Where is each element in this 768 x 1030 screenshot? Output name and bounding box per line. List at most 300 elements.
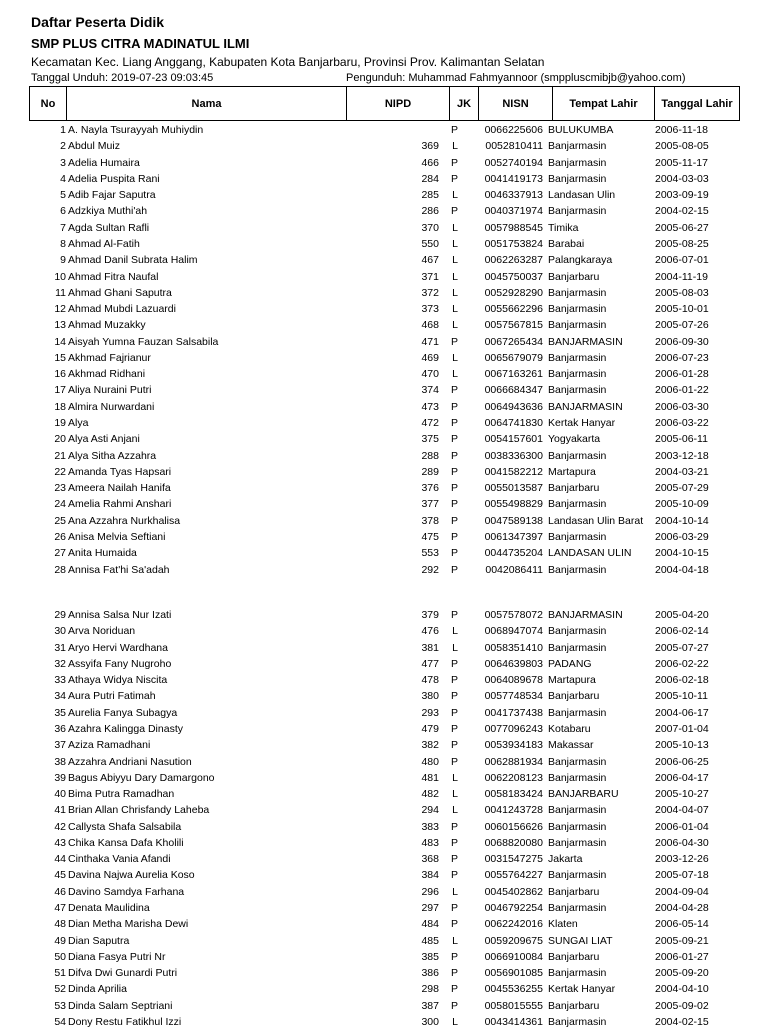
cell-nisn: 0068947074 — [484, 625, 543, 638]
cell-tempat: PADANG — [548, 657, 592, 670]
cell-jk: P — [450, 674, 458, 687]
cell-jk: L — [452, 934, 458, 947]
cell-tgl: 2007-01-04 — [655, 722, 709, 735]
column-header-no: No — [29, 86, 67, 121]
cell-nipd: 369 — [421, 140, 439, 153]
cell-nama: Amelia Rahmi Anshari — [68, 498, 172, 511]
cell-no: 42 — [54, 820, 66, 833]
cell-nisn: 0066225606 — [484, 124, 543, 136]
cell-tgl: 2004-03-21 — [655, 465, 709, 478]
cell-tgl: 2005-11-17 — [655, 156, 708, 169]
cell-nisn: 0058351410 — [484, 641, 543, 654]
table-row — [0, 496, 768, 512]
cell-jk: L — [452, 221, 458, 234]
cell-tempat: Landasan Ulin Barat — [548, 514, 644, 527]
cell-tgl: 2005-07-18 — [655, 869, 709, 882]
table-row — [0, 640, 768, 656]
cell-jk: L — [452, 140, 458, 153]
cell-tempat: Kotabaru — [548, 722, 591, 735]
cell-tgl: 2005-09-02 — [655, 999, 709, 1012]
cell-nisn: 0058015555 — [484, 999, 543, 1012]
table-row — [0, 155, 768, 171]
cell-nipd: 289 — [421, 465, 439, 478]
table-row — [0, 607, 768, 623]
cell-nama: Assyifa Fany Nugroho — [68, 657, 172, 670]
table-row — [0, 187, 768, 203]
cell-nama: Agda Sultan Rafli — [68, 221, 150, 234]
cell-tgl: 2004-10-14 — [655, 514, 709, 527]
table-row — [0, 770, 768, 786]
cell-nama: Callysta Shafa Salsabila — [68, 820, 182, 833]
cell-tgl: 2005-10-13 — [655, 739, 709, 752]
table-row — [0, 285, 768, 301]
cell-nipd: 294 — [421, 804, 439, 817]
cell-no: 38 — [54, 755, 66, 768]
cell-nipd: 376 — [421, 482, 439, 495]
cell-tgl: 2003-12-18 — [655, 449, 709, 462]
cell-no: 13 — [54, 319, 66, 332]
cell-tempat: Banjarmasin — [548, 140, 607, 153]
cell-nipd: 467 — [421, 254, 439, 267]
column-header-jk: JK — [449, 86, 479, 121]
table-row — [0, 203, 768, 219]
cell-no: 20 — [54, 433, 66, 446]
table-row — [0, 623, 768, 639]
cell-no: 52 — [54, 983, 66, 996]
cell-nipd: 384 — [421, 869, 439, 882]
cell-nama: Dinda Salam Septriani — [68, 999, 173, 1012]
cell-nisn: 0054157601 — [484, 433, 543, 446]
cell-nama: Adelia Humaira — [68, 156, 140, 169]
cell-nama: Adelia Puspita Rani — [68, 172, 160, 185]
cell-tempat: Banjarmasin — [548, 303, 607, 316]
table-row — [0, 1014, 768, 1030]
cell-jk: L — [452, 625, 458, 638]
table-row — [0, 464, 768, 480]
cell-tgl: 2005-10-27 — [655, 788, 709, 801]
cell-tgl: 2006-01-04 — [655, 820, 709, 833]
cell-tgl: 2005-08-25 — [655, 237, 709, 250]
column-header-tanggal-lahir: Tanggal Lahir — [654, 86, 740, 121]
cell-tempat: SUNGAI LIAT — [548, 934, 613, 947]
cell-nipd: 477 — [421, 657, 439, 670]
cell-no: 53 — [54, 999, 66, 1012]
cell-no: 36 — [54, 722, 66, 735]
table-row — [0, 981, 768, 997]
cell-tempat: BANJARMASIN — [548, 335, 623, 348]
cell-no: 23 — [54, 482, 66, 495]
cell-no: 49 — [54, 934, 66, 947]
cell-tempat: Banjarmasin — [548, 449, 607, 462]
cell-tempat: Banjarmasin — [548, 531, 607, 543]
cell-tempat: Palangkaraya — [548, 254, 613, 267]
cell-nisn: 0046792254 — [484, 902, 543, 915]
cell-tempat: Banjarmasin — [548, 498, 607, 511]
cell-no: 47 — [54, 902, 66, 915]
cell-nisn: 0041582212 — [484, 465, 543, 478]
cell-nama: Aliya Nuraini Putri — [68, 384, 152, 397]
cell-nama: Bagus Abiyyu Dary Damargono — [68, 771, 215, 784]
cell-nisn: 0045402862 — [484, 885, 543, 898]
cell-nipd: 382 — [421, 739, 439, 752]
table-row — [0, 220, 768, 236]
cell-nama: Anisa Melvia Seftiani — [68, 531, 166, 543]
table-row — [0, 949, 768, 965]
cell-nisn: 0041737438 — [484, 706, 543, 719]
cell-tempat: Klaten — [548, 918, 578, 931]
cell-nama: Ahmad Al-Fatih — [68, 237, 140, 250]
cell-tgl: 2005-10-09 — [655, 498, 709, 511]
cell-tgl: 2005-10-01 — [655, 303, 709, 316]
cell-nipd: 297 — [421, 902, 439, 915]
cell-tempat: Kertak Hanyar — [548, 983, 616, 996]
cell-nipd: 372 — [421, 286, 439, 299]
cell-nisn: 0067163261 — [484, 368, 543, 381]
cell-no: 48 — [54, 918, 66, 931]
cell-jk: L — [452, 804, 458, 817]
cell-no: 2 — [60, 140, 66, 153]
cell-nisn: 0055498829 — [484, 498, 543, 511]
cell-jk: P — [450, 950, 458, 963]
cell-tempat: Banjarbaru — [548, 482, 600, 495]
cell-nisn: 0047589138 — [484, 514, 543, 527]
cell-tempat: Banjarbaru — [548, 885, 600, 898]
cell-tempat: Banjarmasin — [548, 384, 607, 397]
cell-tgl: 2006-04-30 — [655, 836, 709, 849]
cell-nipd: 378 — [421, 514, 439, 527]
cell-nipd: 370 — [421, 221, 439, 234]
cell-tgl: 2006-04-17 — [655, 771, 709, 784]
cell-nama: Davina Najwa Aurelia Koso — [68, 869, 195, 882]
cell-tempat: Banjarbaru — [548, 950, 600, 963]
cell-jk: L — [452, 286, 458, 299]
cell-nipd: 476 — [421, 625, 439, 638]
cell-nama: Annisa Salsa Nur Izati — [68, 609, 172, 621]
cell-nisn: 0062881934 — [484, 755, 543, 768]
cell-nama: Azahra Kalingga Dinasty — [68, 722, 183, 735]
cell-tgl: 2006-01-27 — [655, 950, 709, 963]
table-row — [0, 965, 768, 981]
column-header-tempat-lahir: Tempat Lahir — [552, 86, 655, 121]
table-header — [29, 86, 739, 121]
table-row — [0, 916, 768, 932]
table-row — [0, 786, 768, 802]
cell-jk: P — [450, 722, 458, 735]
cell-jk: L — [452, 641, 458, 654]
cell-nipd: 471 — [421, 335, 439, 348]
cell-nipd: 550 — [421, 237, 439, 250]
cell-jk: P — [450, 335, 458, 348]
cell-nipd: 286 — [421, 205, 439, 218]
table-row — [0, 933, 768, 949]
cell-jk: P — [450, 465, 458, 478]
cell-tgl: 2004-03-03 — [655, 172, 709, 185]
cell-tempat: Banjarmasin — [548, 967, 607, 980]
table-row — [0, 672, 768, 688]
table-row — [0, 366, 768, 382]
cell-nisn: 0055764227 — [484, 869, 543, 882]
cell-tempat: LANDASAN ULIN — [548, 547, 632, 560]
cell-tgl: 2006-01-22 — [655, 384, 709, 397]
cell-nama: Diana Fasya Putri Nr — [68, 950, 166, 963]
cell-no: 1 — [60, 124, 66, 136]
cell-nipd: 473 — [421, 400, 439, 413]
cell-tgl: 2006-02-14 — [655, 625, 709, 638]
cell-nipd: 383 — [421, 820, 439, 833]
cell-tempat: Banjarmasin — [548, 771, 607, 784]
table-row — [0, 399, 768, 415]
cell-no: 46 — [54, 885, 66, 898]
cell-tgl: 2005-06-11 — [655, 433, 708, 446]
cell-nisn: 0040371974 — [484, 205, 543, 218]
cell-nama: Dian Saputra — [68, 934, 130, 947]
cell-nama: Dony Restu Fatikhul Izzi — [68, 1016, 182, 1028]
cell-nisn: 0031547275 — [484, 853, 543, 866]
cell-nipd: 470 — [421, 368, 439, 381]
cell-jk: P — [450, 836, 458, 849]
cell-tempat: Martapura — [548, 674, 596, 687]
cell-tgl: 2004-10-15 — [655, 547, 709, 560]
cell-nipd: 553 — [421, 547, 439, 560]
cell-jk: P — [450, 853, 458, 866]
cell-nipd: 479 — [421, 722, 439, 735]
cell-tempat: Banjarbaru — [548, 999, 600, 1012]
cell-nisn: 0065679079 — [484, 351, 543, 364]
cell-tempat: Banjarmasin — [548, 286, 607, 299]
cell-jk: P — [450, 739, 458, 752]
cell-nipd: 371 — [421, 270, 439, 283]
cell-tgl: 2005-07-26 — [655, 319, 709, 332]
cell-tempat: Martapura — [548, 465, 596, 478]
cell-nama: Ana Azzahra Nurkhalisa — [68, 514, 181, 527]
cell-jk: L — [452, 368, 458, 381]
cell-jk: P — [450, 449, 458, 462]
cell-no: 11 — [55, 286, 66, 299]
cell-nisn: 0056901085 — [484, 967, 543, 980]
cell-nipd: 375 — [421, 433, 439, 446]
cell-nisn: 0060156626 — [484, 820, 543, 833]
cell-no: 17 — [54, 384, 66, 397]
cell-no: 8 — [60, 237, 66, 250]
cell-nisn: 0057748534 — [484, 690, 543, 703]
cell-nipd: 288 — [421, 449, 439, 462]
cell-tempat: Banjarmasin — [548, 869, 607, 882]
cell-jk: P — [450, 172, 458, 185]
cell-tempat: Banjarmasin — [548, 625, 607, 638]
cell-tgl: 2006-06-25 — [655, 755, 709, 768]
cell-no: 37 — [54, 739, 66, 752]
cell-no: 12 — [54, 303, 66, 316]
cell-tgl: 2006-03-22 — [655, 417, 709, 430]
cell-nama: Alya Sitha Azzahra — [68, 449, 157, 462]
table-row — [0, 705, 768, 721]
cell-jk: L — [452, 351, 458, 364]
cell-no: 54 — [54, 1016, 66, 1028]
cell-jk: P — [450, 820, 458, 833]
cell-tgl: 2005-07-27 — [655, 641, 709, 654]
cell-nama: Azzahra Andriani Nasution — [68, 755, 192, 768]
cell-nipd: 381 — [421, 641, 439, 654]
table-row — [0, 382, 768, 398]
cell-tempat: Yogyakarta — [548, 433, 601, 446]
cell-jk: P — [450, 205, 458, 218]
table-row — [0, 334, 768, 350]
cell-tempat: Banjarmasin — [548, 205, 607, 218]
cell-no: 41 — [54, 804, 66, 817]
cell-nisn: 0066910084 — [484, 950, 543, 963]
cell-tgl: 2006-07-01 — [655, 254, 709, 267]
cell-tgl: 2006-02-22 — [655, 657, 709, 670]
table-row — [0, 513, 768, 529]
cell-jk: P — [450, 417, 458, 430]
table-row — [0, 317, 768, 333]
cell-nipd: 296 — [421, 885, 439, 898]
cell-tgl: 2005-09-20 — [655, 967, 709, 980]
cell-nisn: 0045750037 — [484, 270, 543, 283]
cell-jk: P — [450, 433, 458, 446]
cell-nama: Adzkiya Muthi'ah — [68, 205, 148, 218]
cell-no: 29 — [54, 609, 66, 621]
cell-no: 4 — [60, 172, 66, 185]
table-row — [0, 171, 768, 187]
cell-nipd: 374 — [421, 384, 439, 397]
cell-tgl: 2005-08-03 — [655, 286, 709, 299]
table-row — [0, 884, 768, 900]
cell-nisn: 0046337913 — [484, 189, 543, 202]
cell-nama: Akhmad Fajrianur — [68, 351, 151, 364]
cell-tgl: 2005-07-29 — [655, 482, 709, 495]
cell-nisn: 0051753824 — [484, 237, 543, 250]
cell-nipd: 284 — [421, 172, 439, 185]
cell-nisn: 0041243728 — [484, 804, 543, 817]
downloaded-by: Pengunduh: Muhammad Fahmyannoor (smppluscmibjb@yahoo.com) — [346, 72, 686, 84]
cell-nipd: 475 — [421, 531, 439, 543]
cell-no: 24 — [54, 498, 66, 511]
cell-jk: P — [450, 983, 458, 996]
cell-jk: P — [450, 755, 458, 768]
cell-jk: P — [450, 514, 458, 527]
cell-nipd: 379 — [421, 609, 439, 621]
cell-tempat: Barabai — [548, 237, 585, 250]
cell-no: 18 — [54, 400, 66, 413]
cell-nama: Annisa Fat'hi Sa'adah — [68, 563, 170, 576]
cell-tgl: 2005-10-11 — [655, 690, 708, 703]
cell-tgl: 2005-04-20 — [655, 609, 709, 621]
cell-no: 16 — [54, 368, 66, 381]
cell-no: 32 — [54, 657, 66, 670]
cell-nipd: 386 — [421, 967, 439, 980]
cell-nipd: 480 — [421, 755, 439, 768]
cell-jk: L — [452, 1016, 458, 1028]
cell-nipd: 380 — [421, 690, 439, 703]
table-row — [0, 269, 768, 285]
cell-no: 9 — [60, 254, 66, 267]
cell-tempat: Banjarmasin — [548, 1016, 607, 1028]
cell-tempat: BANJARMASIN — [548, 609, 623, 621]
cell-jk: P — [450, 706, 458, 719]
table-row — [0, 867, 768, 883]
table-row — [0, 122, 768, 138]
cell-nipd: 478 — [421, 674, 439, 687]
cell-tempat: Banjarmasin — [548, 706, 607, 719]
cell-no: 22 — [54, 465, 66, 478]
cell-nipd: 293 — [421, 706, 439, 719]
cell-tgl: 2005-09-21 — [655, 934, 709, 947]
table-row — [0, 252, 768, 268]
cell-nama: Alya — [68, 417, 89, 430]
cell-nama: Anita Humaida — [68, 547, 137, 560]
cell-no: 10 — [54, 270, 66, 283]
cell-no: 26 — [54, 531, 66, 543]
cell-tgl: 2004-04-28 — [655, 902, 709, 915]
cell-nisn: 0055013587 — [484, 482, 543, 495]
cell-tempat: Banjarmasin — [548, 755, 607, 768]
cell-no: 51 — [54, 967, 66, 980]
cell-nisn: 0052740194 — [484, 156, 543, 169]
cell-nipd: 472 — [421, 417, 439, 430]
cell-tgl: 2004-11-19 — [655, 270, 708, 283]
cell-nipd: 483 — [421, 836, 439, 849]
cell-jk: L — [452, 885, 458, 898]
cell-tgl: 2004-04-18 — [655, 563, 709, 576]
cell-nipd: 466 — [421, 156, 439, 169]
cell-tgl: 2006-01-28 — [655, 368, 709, 381]
cell-nisn: 0057988545 — [484, 221, 543, 234]
column-header-nipd: NIPD — [346, 86, 450, 121]
cell-tempat: Banjarbaru — [548, 270, 600, 283]
table-row — [0, 737, 768, 753]
cell-jk: L — [452, 771, 458, 784]
cell-nama: Almira Nurwardani — [68, 400, 155, 413]
cell-nisn: 0057567815 — [484, 319, 543, 332]
cell-nama: Aurelia Fanya Subagya — [68, 706, 178, 719]
cell-nipd: 469 — [421, 351, 439, 364]
cell-no: 3 — [60, 156, 66, 169]
cell-jk: P — [450, 967, 458, 980]
table-row — [0, 721, 768, 737]
cell-jk: P — [450, 869, 458, 882]
cell-jk: P — [450, 609, 458, 621]
cell-nipd: 485 — [421, 934, 439, 947]
cell-nisn: 0068820080 — [484, 836, 543, 849]
cell-tgl: 2004-04-07 — [655, 804, 709, 817]
cell-tgl: 2006-05-14 — [655, 918, 709, 931]
cell-jk: L — [452, 189, 458, 202]
table-row — [0, 236, 768, 252]
table-row — [0, 301, 768, 317]
cell-tempat: Banjarbaru — [548, 690, 600, 703]
cell-tgl: 2003-09-19 — [655, 189, 709, 202]
cell-tgl: 2006-09-30 — [655, 335, 709, 348]
cell-nisn: 0045536255 — [484, 983, 543, 996]
cell-no: 34 — [54, 690, 66, 703]
cell-jk: L — [452, 254, 458, 267]
cell-jk: P — [450, 400, 458, 413]
cell-nisn: 0057578072 — [484, 609, 543, 621]
cell-jk: P — [450, 384, 458, 397]
cell-nama: Athaya Widya Niscita — [68, 674, 168, 687]
cell-no: 21 — [54, 449, 66, 462]
cell-nisn: 0055662296 — [484, 303, 543, 316]
cell-nama: Ahmad Fitra Naufal — [68, 270, 159, 283]
cell-nama: Brian Allan Chrisfandy Laheba — [68, 804, 210, 817]
cell-tgl: 2004-09-04 — [655, 885, 709, 898]
cell-nama: Ahmad Muzakky — [68, 319, 146, 332]
cell-jk: P — [450, 531, 458, 543]
cell-jk: P — [450, 657, 458, 670]
cell-nisn: 0041419173 — [484, 172, 543, 185]
column-header-nisn: NISN — [478, 86, 553, 121]
